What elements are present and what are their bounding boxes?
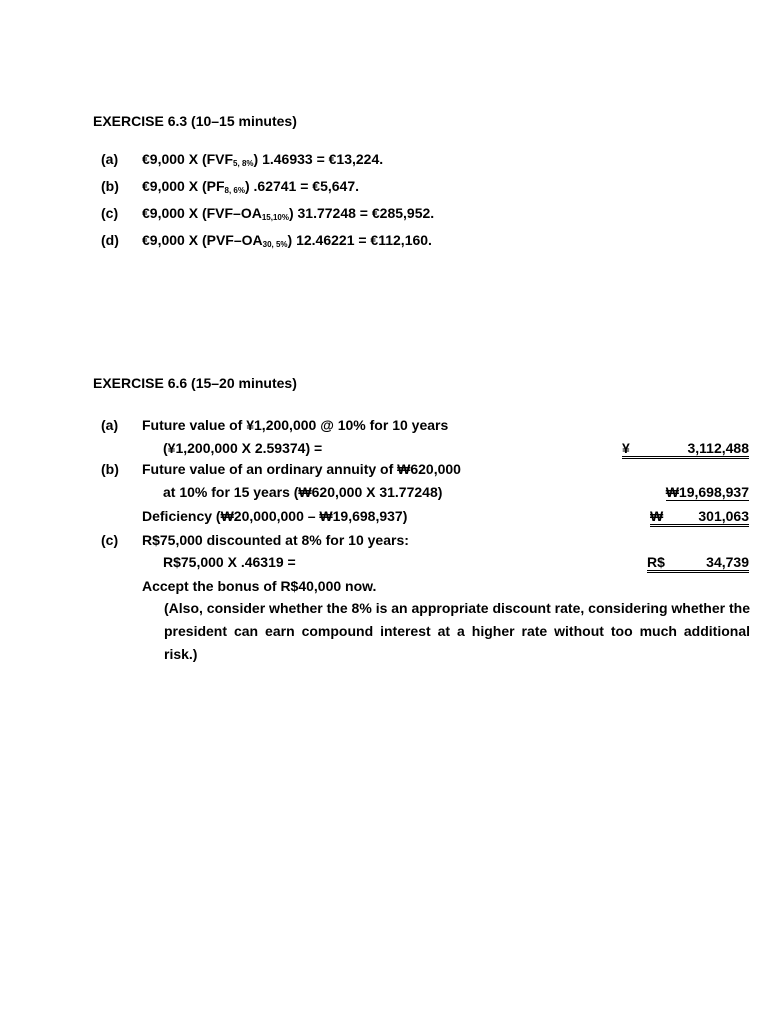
- ex66-b-def-currency: ₩: [650, 508, 664, 524]
- ex66-c-line2: R$75,000 X .46319 =: [163, 554, 296, 570]
- ex63-item-d-text: €9,000 X $(PVF-OA_{30, 5\%}) 12.46221$ = €112,160.: [142, 232, 432, 249]
- ex66-a-currency: ¥: [622, 440, 630, 456]
- exercise-6-3-title: EXERCISE 6.3 (10–15 minutes): [93, 113, 297, 129]
- ex66-c-amount-cell: [647, 554, 749, 573]
- ex66-c-accept: Accept the bonus of R$40,000 now.: [142, 578, 377, 594]
- ex66-b-deficiency-cell: [650, 508, 749, 527]
- ex66-b-label: (b): [101, 461, 119, 477]
- ex66-b-amount: ₩19,698,937: [665, 484, 749, 500]
- ex66-a-amount-cell: [622, 440, 749, 459]
- ex66-c-label: (c): [101, 532, 119, 548]
- ex63-item-a-text: €9,000 X $(FVF_{5, 8\%}) 1.46933$ = €13,224.: [142, 151, 384, 168]
- ex66-b-line1: Future value of an ordinary annuity of ₩620,000: [142, 461, 461, 477]
- ex63-item-c-text: €9,000 X $(FVF-OA_{15,10\%}) 31.77248$ = €285,952.: [142, 205, 435, 222]
- ex66-a-label: (a): [101, 417, 119, 433]
- ex63-item-d-label: (d): [101, 232, 119, 248]
- ex66-a-amount: 3,112,488: [687, 440, 749, 456]
- ex63-item-a-label: (a): [101, 151, 119, 167]
- ex66-b-line2: at 10% for 15 years (₩620,000 X 31.77248): [163, 484, 443, 500]
- ex66-c-line1: R$75,000 discounted at 8% for 10 years:: [142, 532, 409, 548]
- ex66-b-deficiency: Deficiency (₩20,000,000 – ₩19,698,937): [142, 508, 408, 524]
- exercise-6-6-title: EXERCISE 6.6 (15–20 minutes): [93, 375, 297, 391]
- ex66-c-amount: 34,739: [706, 554, 749, 570]
- ex66-b-def-amount: 301,063: [698, 508, 749, 524]
- ex66-a-line2: (¥1,200,000 X 2.59374) =: [163, 440, 323, 456]
- ex66-c-currency: R$: [647, 554, 665, 570]
- ex66-c-note: (Also, consider whether the 8% is an appropriate discount rate, considering whether the president can earn compound interest at a higher rate without too much additional risk.): [164, 600, 750, 662]
- ex63-item-b-text: €9,000 X $(PF_{8, 6\%}) .62741$ = €5,647.: [142, 178, 360, 195]
- ex66-a-line1: Future value of ¥1,200,000 @ 10% for 10 years: [142, 417, 449, 433]
- ex63-item-b-label: (b): [101, 178, 119, 194]
- ex63-item-c-label: (c): [101, 205, 119, 221]
